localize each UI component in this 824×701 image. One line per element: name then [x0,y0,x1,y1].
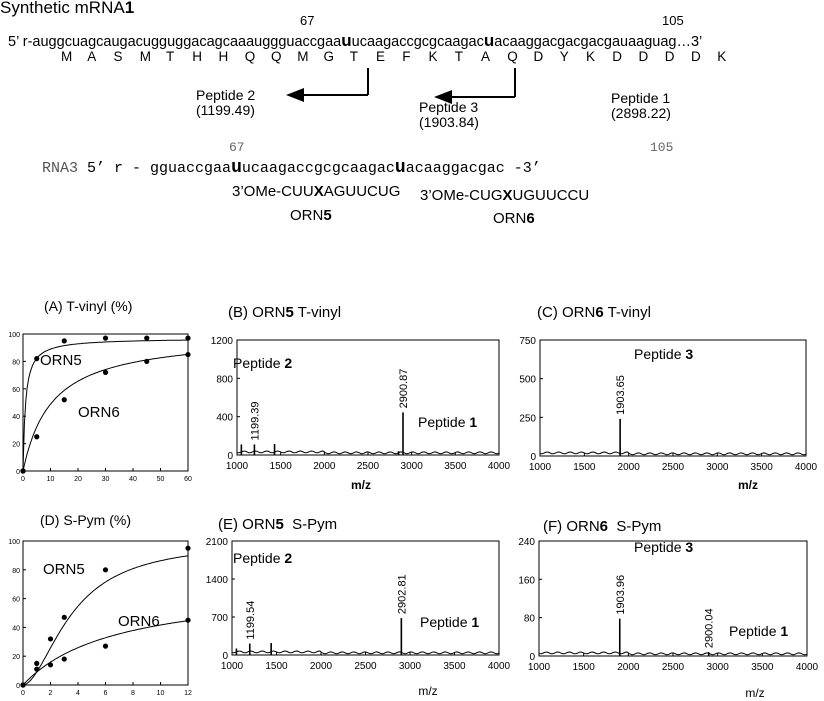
x-tick-label: 6 [103,690,108,697]
rna3-label: RNA [42,160,70,177]
data-point [103,644,108,649]
peak-mass-label: 1903.65 [615,375,628,415]
chart-f-orn6-s-pym [510,530,824,701]
panel-a-title: (A) T-vinyl (%) [44,298,133,314]
rna3-seq-part: ucaagaccgcgcaagac [241,160,395,177]
x-tick-label: 2000 [617,462,640,473]
y-tick-label: 100 [8,332,20,339]
y-tick-label: 1400 [205,575,228,586]
orn-label-text: ORN [290,207,324,224]
amino-acid: S [113,49,123,64]
peptide-annotation: Peptide 1 [418,414,478,430]
peptide-annotation: Peptide 2 [233,550,293,566]
x-tick-label: 3500 [750,462,773,473]
chart-c-orn6-t-vinyl [510,322,824,500]
title-part: S-Pym [283,516,338,533]
x-axis-label: m/z [418,684,438,698]
y-tick-label: 0 [16,469,20,476]
amino-acid: D [691,49,701,64]
amino-acid: T [166,49,175,64]
x-tick-label: 30 [101,476,110,483]
peptide-1-label [611,91,671,121]
y-tick-label: 100 [8,539,20,546]
x-tick-label: 1500 [573,462,596,473]
x-tick-label: 2500 [661,462,685,473]
amino-acid: M [61,49,73,64]
amino-acid: F [402,49,411,64]
peptide-mass: (1199.49) [196,102,255,118]
title-part: (E) ORN [218,516,276,533]
x-tick-label: 4000 [487,661,511,672]
peptide-name: Peptide 1 [611,90,671,106]
x-tick-label: 0 [21,690,25,697]
amino-acid: D [664,49,675,64]
seq-bold-u: u [341,31,352,50]
y-tick-label: 80 [12,567,20,575]
y-tick-label: 1200 [210,336,233,347]
y-tick-label: 2100 [205,537,228,548]
panel-b-title [228,304,341,321]
peak-mass-label: 1903.96 [614,574,627,615]
y-tick-label: 160 [518,575,535,587]
y-tick-label: 700 [211,613,228,624]
x-axis-label: m/z [350,478,372,492]
y-tick-label: 80 [12,359,20,367]
x-tick-label: 1500 [572,662,595,673]
chart-d-s-pym [0,530,210,701]
peptide-name: Peptide 3 [419,99,479,115]
title-part: T-vinyl [293,304,342,321]
peptide-annotation: Peptide 1 [729,623,789,639]
rna3-sequence [42,158,541,178]
data-point [62,338,67,343]
data-point [144,359,149,364]
y-tick-label: 0 [227,451,233,462]
data-point [103,370,108,375]
x-axis-label: m/z [737,478,759,492]
amino-acid: Q [507,49,518,64]
panel-c-title [537,304,651,321]
x-tick-label: 1500 [269,461,292,472]
amino-acid: M [139,49,151,64]
data-point [185,546,190,551]
x-tick-label: 4000 [487,461,511,472]
y-tick-label: 400 [216,412,233,424]
x-tick-label: 8 [131,690,135,697]
amino-acid: G [323,49,335,64]
position-67-label: 67 [300,13,315,28]
seq-part: 5’ r-auggcuagcaugacugguggacagcaaauggguaccgaa [8,34,342,50]
amino-acid: K [717,49,727,64]
x-tick-label: 10 [156,690,165,697]
title-num: 6 [595,304,604,321]
data-point [62,615,67,620]
amino-acid: H [218,49,229,64]
data-point [185,336,190,341]
data-point [48,662,53,667]
peak-mass-label: 2900.87 [398,368,411,409]
x-tick-label: 2000 [309,661,333,672]
seq-part: acaaggacgacgacgauaaguag…3’ [494,34,703,50]
data-point [34,356,39,361]
x-tick-label: 40 [129,476,137,483]
rna3-seq-part: acaaggacgac -3’ [405,160,541,177]
peptide-2-label [196,88,255,118]
y-tick-label: 60 [12,596,20,604]
amino-acid: Q [271,49,282,64]
x-tick-label: 3000 [398,661,422,672]
series-label: ORN5 [43,561,85,578]
x-tick-label: 3000 [706,662,729,673]
panel-d-title: (D) S-Pym (%) [40,512,131,528]
rna3-pos-67: 67 [229,140,245,155]
peak-mass-label: 1199.39 [249,401,262,441]
x-tick-label: 3000 [400,461,423,472]
x-tick-label: 50 [156,476,165,483]
x-tick-label: 1000 [527,662,551,673]
chart-e-orn5-s-pym [205,530,511,701]
title-number: 1 [124,0,135,17]
orn-label-num: 6 [526,210,535,227]
y-tick-label: 800 [216,374,233,386]
orn-seq-part: 3’OMe-CUG [420,187,503,204]
orn-seq-part: 3’OMe-CUU [232,183,314,200]
rna3-bold-u: u [231,158,242,178]
y-tick-label: 0 [529,652,535,663]
title-num: 6 [599,518,608,535]
title-num: 5 [285,304,294,321]
data-point [185,618,190,623]
x-tick-label: 4000 [795,662,819,673]
y-tick-label: 40 [12,625,20,633]
peptide-name: Peptide 2 [196,87,256,103]
amino-acid: T [454,49,463,64]
x-tick-label: 3500 [443,661,466,672]
data-point [62,656,67,661]
title-part: (B) ORN [228,304,286,321]
x-tick-label: 2500 [356,461,380,472]
x-tick-label: 3500 [444,461,467,472]
cleavage-arrows [0,0,824,140]
title-num: 5 [275,516,284,533]
x-tick-label: 2 [48,690,53,697]
peptide-mass: (2898.22) [611,105,671,121]
rna3-bold-u: u [394,158,406,178]
amino-acid: Y [559,49,569,64]
data-point [34,667,39,672]
y-tick-label: 0 [16,683,20,690]
x-tick-label: 2000 [313,461,336,472]
title-part: (C) ORN [537,304,596,321]
y-tick-label: 20 [12,441,20,449]
series-label: ORN6 [78,404,120,421]
chart-b-orn5-t-vinyl [210,322,510,500]
y-tick-label: 250 [519,413,536,425]
x-tick-label: 2500 [661,662,685,673]
data-point [34,434,39,439]
amino-acid: A [481,49,491,64]
amino-acid: T [349,49,358,64]
y-tick-label: 0 [222,651,228,662]
rna3-pos-105: 105 [650,140,674,155]
orn5-label [290,207,332,224]
peptide-mass: (1903.84) [419,114,479,130]
title-part: S-Pym [608,518,662,535]
data-point [103,336,108,341]
y-tick-label: 500 [519,374,536,386]
x-axis-label: m/z [745,686,765,700]
data-point [48,636,53,641]
amino-acid: A [87,49,97,64]
orn-label-num: 5 [323,207,332,224]
x-tick-label: 3500 [751,662,774,673]
x-tick-label: 20 [74,476,82,483]
amino-acid: D [612,49,622,64]
orn5-sequence [232,183,400,200]
amino-acid: D [638,49,649,64]
y-tick-label: 60 [12,386,20,394]
y-tick-label: 240 [518,537,535,548]
position-105-label: 105 [662,13,684,28]
series-label: ORN6 [118,613,160,630]
peptide-annotation: Peptide 3 [634,539,694,555]
orn-label-text: ORN [493,210,527,227]
x-tick-label: 1500 [265,661,288,672]
peptide-annotation: Peptide 1 [420,614,480,630]
data-point [34,661,39,666]
rna3-seq-part: gguaccgaa [150,160,232,177]
y-tick-label: 0 [530,452,536,463]
rna3-number: 3 [69,160,79,177]
amino-acid: D [533,49,544,64]
y-tick-label: 80 [523,613,535,625]
x-tick-label: 2000 [617,662,640,673]
x-tick-label: 0 [21,476,25,483]
peptide-annotation: Peptide 3 [634,346,694,362]
amino-acid: K [586,49,596,64]
x-tick-label: 12 [184,690,192,697]
x-tick-label: 3000 [706,462,729,473]
data-point [144,336,149,341]
peak-mass-label: 1199.54 [244,600,257,640]
amino-acid: M [297,49,309,64]
peptide-annotation: Peptide 2 [233,355,293,371]
chart-a-t-vinyl [0,318,210,496]
data-point [20,682,25,687]
data-point [20,468,25,473]
y-tick-label: 40 [12,414,20,422]
orn-seq-part: UGUUCCU [512,187,590,204]
data-point [185,352,190,357]
data-point [62,397,67,402]
orn-modified-x: X [313,183,324,200]
x-tick-label: 4000 [794,462,818,473]
peptide-3-label [419,100,479,130]
orn-seq-part: AGUUCUG [323,183,401,200]
y-tick-label: 750 [519,336,536,347]
peak-mass-label: 2902.81 [396,574,409,615]
x-tick-label: 4 [76,690,80,697]
amino-acid: E [376,49,386,64]
orn6-label [493,210,535,227]
seq-bold-u: u [483,31,495,50]
y-tick-label: 20 [12,654,20,662]
x-tick-label: 10 [46,476,55,483]
orn-modified-x: X [502,187,513,204]
orn6-sequence [420,187,589,204]
title-part: T-vinyl [603,304,651,321]
x-tick-label: 60 [184,476,192,483]
title-text: Synthetic mRNA [0,0,125,17]
amino-acid: H [192,49,202,64]
amino-acid: K [428,49,438,64]
x-tick-label: 1000 [528,462,552,473]
arrow-peptide-2 [286,68,368,102]
seq-part: ucaagaccgcgcaagac [351,34,484,50]
rna3-prefix: 5’ r - [78,160,151,177]
peak-mass-label: 2900.04 [703,608,716,649]
series-label: ORN5 [40,352,82,369]
title-part: (F) ORN [543,518,600,535]
amino-acid: Q [244,49,256,64]
x-tick-label: 2500 [354,661,377,672]
x-tick-label: 1000 [220,661,244,672]
x-tick-label: 1000 [225,461,249,472]
data-point [103,567,108,572]
